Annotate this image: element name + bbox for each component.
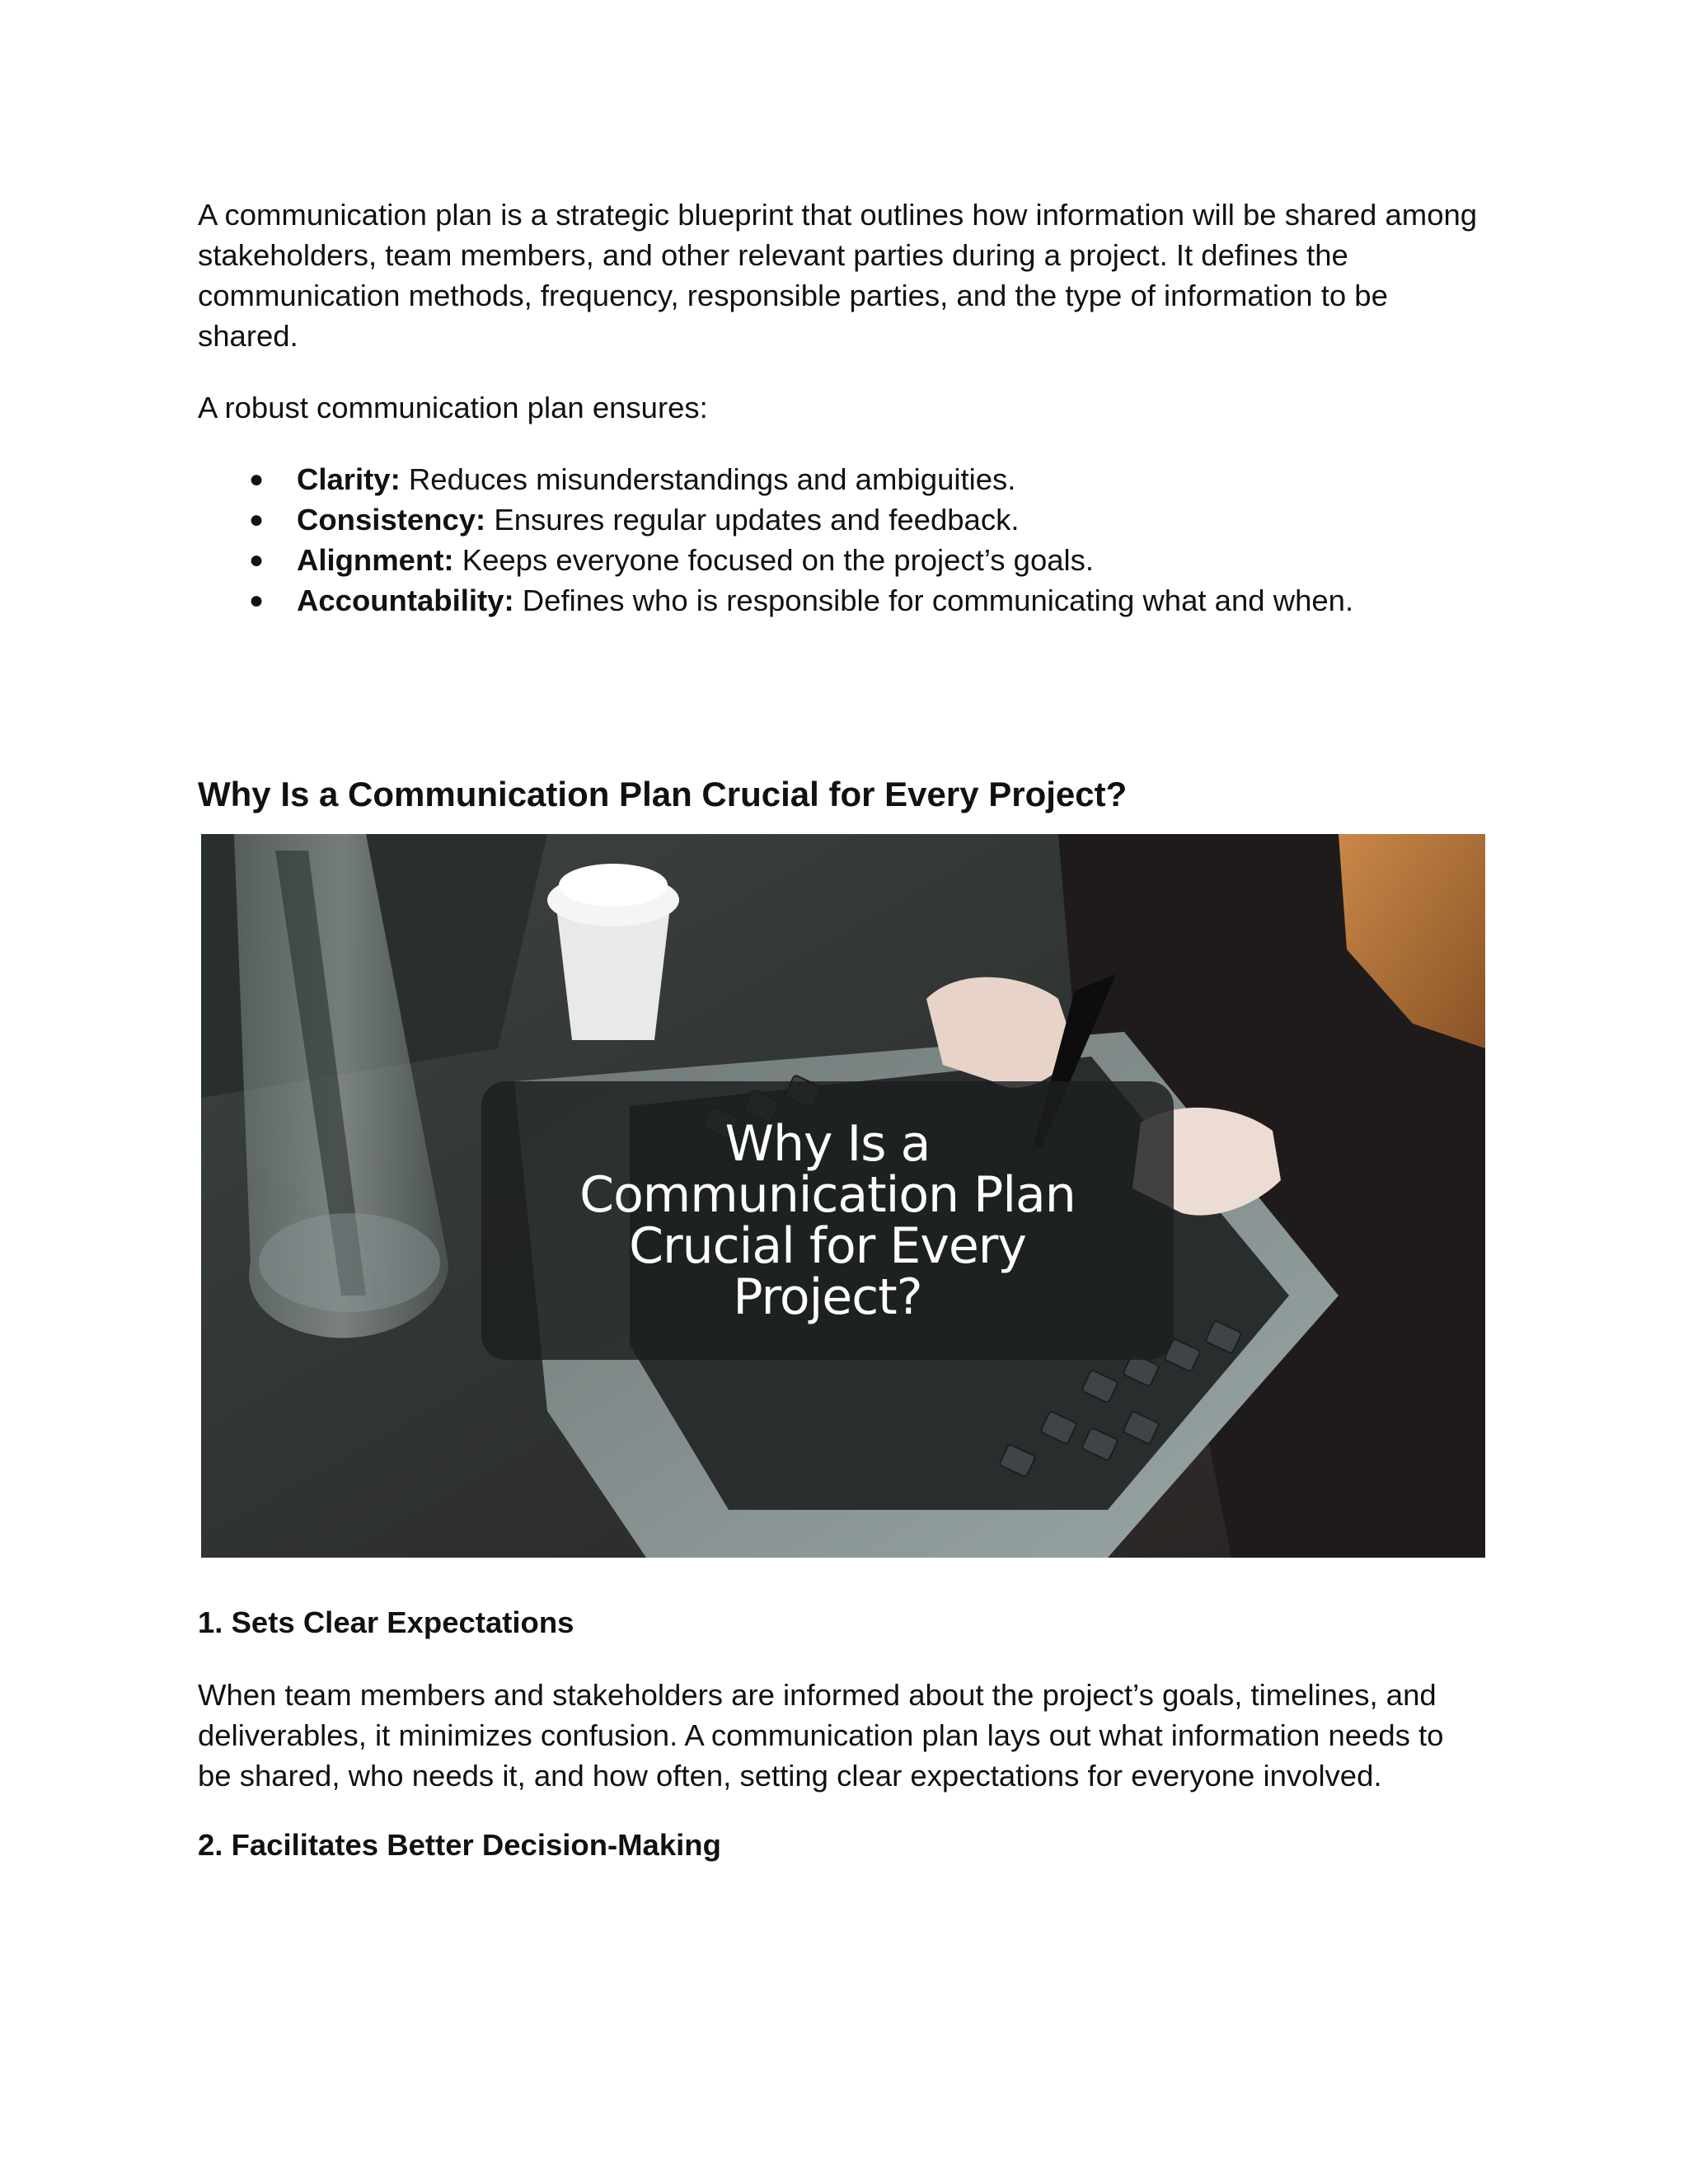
bullet-icon: ● <box>249 546 265 574</box>
list-item-text: Reduces misunderstandings and ambiguities. <box>400 462 1016 496</box>
list-item <box>198 459 1484 499</box>
hero-caption-text: Why Is a Communication Plan Crucial for Every Project? <box>579 1115 1076 1326</box>
list-item-term: Accountability: <box>297 583 514 617</box>
bullet-icon: ● <box>249 466 265 493</box>
intro-section <box>198 194 1484 621</box>
bullet-icon: ● <box>249 506 265 533</box>
point-heading: 2. Facilitates Better Decision-Making <box>198 1828 721 1862</box>
point-paragraph: When team members and stakeholders are informed about the project’s goals, timelines, and deliverables, it minimizes confusion. A communication plan lays out what information needs to be shared, who needs it, and how often, setting clear expectations for everyone involved. <box>198 1678 1444 1793</box>
list-item <box>198 540 1484 580</box>
benefits-list <box>198 459 1484 621</box>
intro-paragraph: A communication plan is a strategic blueprint that outlines how information will be shared among stakeholders, team members, and other relevant parties during a project. It defines the communication methods, frequency, responsible parties, and the type of information to be shared. <box>198 198 1478 353</box>
list-item-term: Clarity: <box>297 462 401 496</box>
section-heading: Why Is a Communication Plan Crucial for Every Project? <box>198 775 1128 813</box>
list-item <box>198 499 1484 540</box>
bullet-icon: ● <box>249 587 265 614</box>
list-item-text: Defines who is responsible for communicating what and when. <box>513 583 1354 617</box>
point-heading: 1. Sets Clear Expectations <box>198 1605 574 1639</box>
list-item <box>198 580 1484 621</box>
list-item-text: Keeps everyone focused on the project’s goals. <box>453 543 1095 577</box>
list-item-term: Consistency: <box>297 503 486 537</box>
hero-image <box>201 834 1485 1558</box>
list-item-text: Ensures regular updates and feedback. <box>485 503 1020 537</box>
intro-lead: A robust communication plan ensures: <box>198 391 708 424</box>
list-item-term: Alignment: <box>297 543 454 577</box>
hero-caption-box <box>481 1081 1174 1360</box>
